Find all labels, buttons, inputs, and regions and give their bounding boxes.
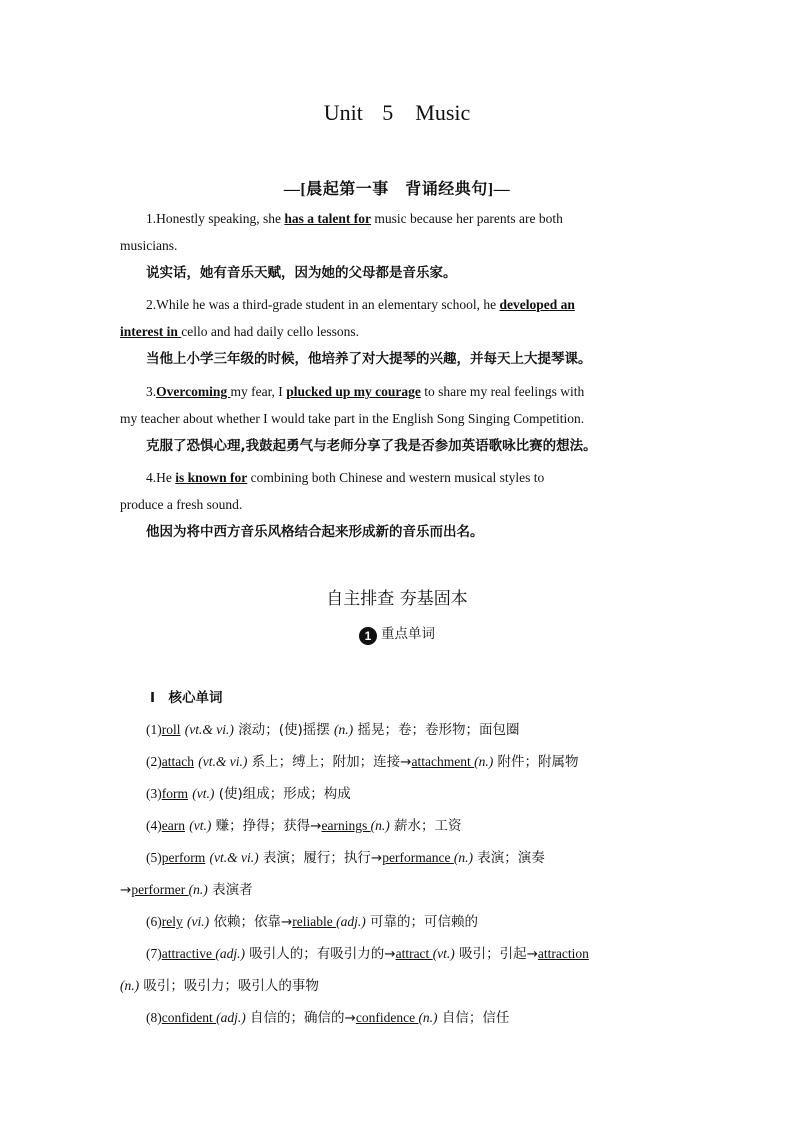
vocab-word: confidence bbox=[355, 1010, 419, 1025]
sentence-3-english: 3.Overcoming my fear, I plucked up my courage to share my real feelings with my teacher about whether I would take part in the English Song Singing Competition. bbox=[120, 384, 585, 426]
vocab-category: Ⅰ 核心单词 bbox=[150, 690, 223, 706]
sentence-3 bbox=[120, 378, 680, 460]
sentence-1 bbox=[120, 205, 680, 287]
section-banner: —[晨起第一事 背诵经典句]— bbox=[283, 181, 511, 198]
vocab-item: (8)confident (adj.) 自信的；确信的→confidence (n.) 自信；信任 bbox=[146, 1010, 510, 1026]
sentence-1-chinese: 说实话，她有音乐天赋，因为她的父母都是音乐家。 bbox=[146, 265, 457, 281]
vocab-word: attractive bbox=[161, 946, 216, 961]
section-title: 自主排查 夯基固本 bbox=[326, 589, 468, 609]
vocab-item: (3)form (vt.) (使)组成；形成；构成 bbox=[146, 786, 351, 802]
vocab-word: performance bbox=[382, 850, 454, 865]
vocab-word: form bbox=[161, 786, 188, 801]
vocab-word: performer bbox=[131, 882, 189, 897]
subsection-heading: 1 重点单词 bbox=[0, 622, 794, 645]
vocabulary-list bbox=[120, 683, 680, 1034]
key-phrase: has a talent for bbox=[284, 211, 371, 226]
vocab-item-continued: (n.) 吸引；吸引力；吸引人的事物 bbox=[120, 978, 319, 994]
vocab-item: (1)roll (vt.& vi.) 滚动；(使)摇摆 (n.) 摇晃；卷；卷形物；面包圈 bbox=[146, 722, 520, 738]
vocab-word: earnings bbox=[321, 818, 371, 833]
vocab-item: (5)perform (vt.& vi.) 表演；履行；执行→performance (n.) 表演；演奏 bbox=[146, 850, 545, 866]
number-badge: 1 bbox=[359, 627, 377, 645]
page-title: Unit 5 Music bbox=[323, 100, 471, 125]
sentence-3-chinese: 克服了恐惧心理,我鼓起勇气与老师分享了我是否参加英语歌咏比赛的想法。 bbox=[146, 438, 597, 454]
key-phrase: is known for bbox=[175, 470, 248, 485]
vocab-word: attraction bbox=[537, 946, 589, 961]
sentence-1-english: 1.Honestly speaking, she has a talent for music because her parents are both musicians. bbox=[120, 211, 563, 253]
vocab-item: (2)attach (vt.& vi.) 系上；缚上；附加；连接→attachment (n.) 附件；附属物 bbox=[146, 754, 579, 770]
key-phrase: Overcoming bbox=[156, 384, 231, 399]
vocab-item: (6)rely (vi.) 依赖；依靠→reliable (adj.) 可靠的；可信赖的 bbox=[146, 914, 479, 930]
sentence-4 bbox=[120, 464, 680, 546]
vocab-word: earn bbox=[161, 818, 185, 833]
vocab-word: confident bbox=[161, 1010, 217, 1025]
sentence-2-chinese: 当他上小学三年级的时候，他培养了对大提琴的兴趣，并每天上大提琴课。 bbox=[146, 351, 592, 367]
vocab-word: attachment bbox=[411, 754, 475, 769]
sentence-4-english: 4.He is known for combining both Chinese and western musical styles to produce a fresh sound. bbox=[120, 470, 545, 512]
sentence-2 bbox=[120, 291, 680, 373]
vocab-word: rely bbox=[161, 914, 183, 929]
vocab-word: roll bbox=[161, 722, 181, 737]
key-phrase: interest in bbox=[120, 324, 182, 339]
vocab-item-continued: →performer (n.) 表演者 bbox=[120, 882, 253, 898]
vocab-word: reliable bbox=[292, 914, 337, 929]
vocab-word: attract bbox=[395, 946, 433, 961]
sentence-4-chinese: 他因为将中西方音乐风格结合起来形成新的音乐而出名。 bbox=[146, 524, 484, 540]
sentence-2-english: 2.While he was a third-grade student in an elementary school, he developed an interest in cello and had daily cello lessons. bbox=[120, 297, 575, 339]
vocab-item: (4)earn (vt.) 赚；挣得；获得→earnings (n.) 薪水；工资 bbox=[146, 818, 462, 834]
vocab-word: attach bbox=[161, 754, 194, 769]
key-phrase: developed an bbox=[499, 297, 575, 312]
vocab-item: (7)attractive (adj.) 吸引人的；有吸引力的→attract (vt.) 吸引；引起→attraction bbox=[146, 946, 589, 962]
key-phrase: plucked up my courage bbox=[286, 384, 421, 399]
vocab-word: perform bbox=[161, 850, 206, 865]
